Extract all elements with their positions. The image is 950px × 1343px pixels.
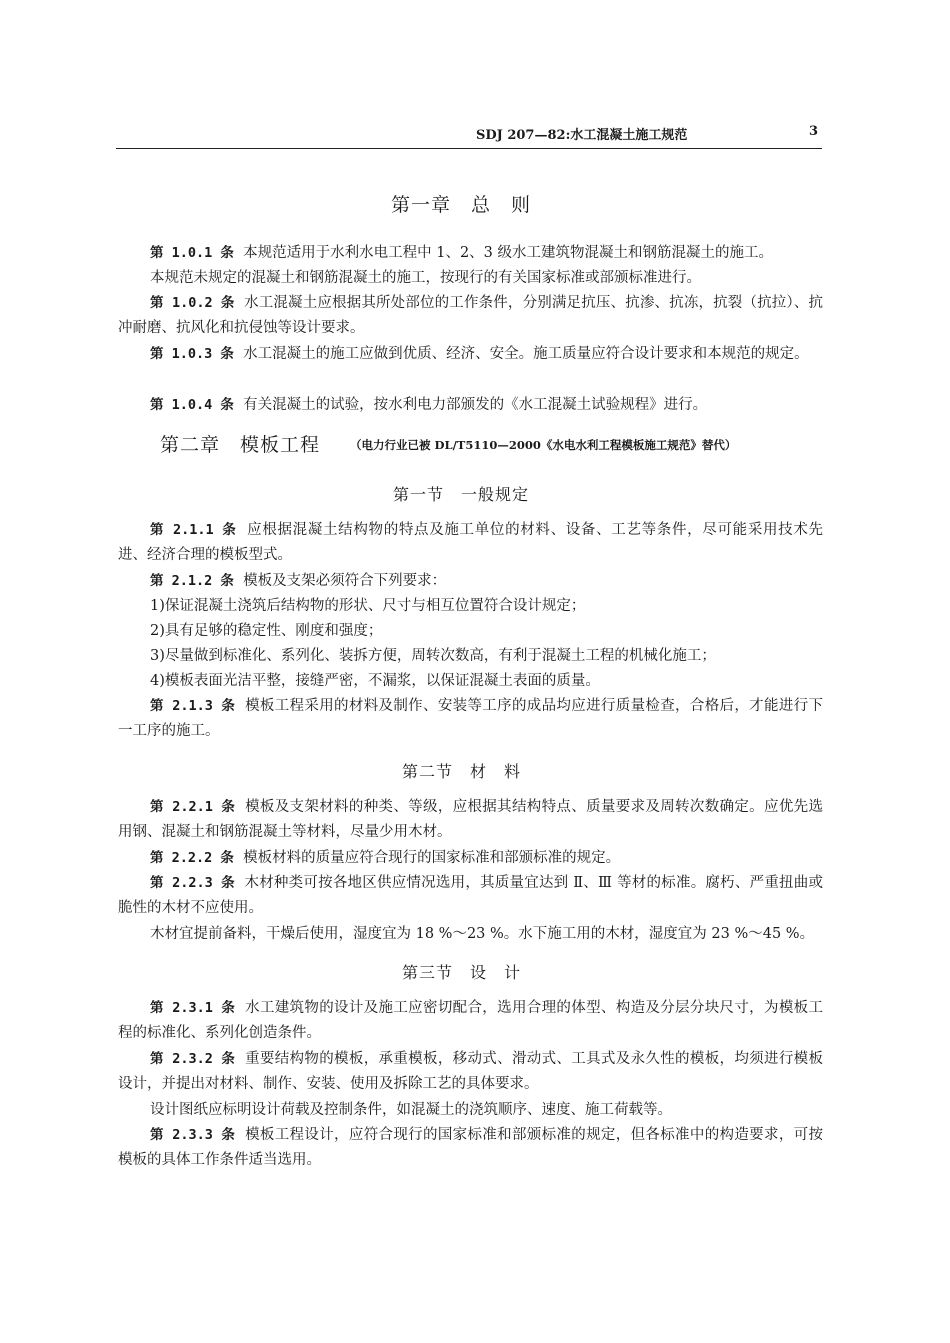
paragraph-text: 木材宜提前备料，干燥后使用，湿度宜为 18 %～23 %。水下施工用的木材，湿度宜为 23 %～45 %。 [150,926,815,942]
clause-2-2-1 [118,795,823,846]
clause-text: 模板材料的质量应符合现行的国家标准和部颁标准的规定。 [243,850,621,866]
clause-1-0-3 [118,342,823,367]
clause-number: 第 2.2.1 条 [150,799,236,815]
clause-2-1-2 [118,569,823,594]
list-item-text: 1)保证混凝土浇筑后结构物的形状、尺寸与相互位置符合设计规定； [150,598,586,614]
clause-2-2-2 [118,846,823,871]
list-item-text: 2)具有足够的稳定性、刚度和强度； [150,623,383,639]
clause-text: 本规范适用于水利水电工程中 1、2、3 级水工建筑物混凝土和钢筋混凝土的施工。 [243,245,774,261]
clause-text: 重要结构物的模板，承重模板，移动式、滑动式、工具式及永久性的模板，均须进行模板设计，并提出对材料、制作、安装、使用及拆除工艺的具体要求。 [118,1051,823,1093]
clause-text: 有关混凝土的试验，按水利电力部颁发的《水工混凝土试验规程》进行。 [243,397,708,413]
clause-1-0-2 [118,291,823,342]
clause-number: 第 2.2.3 条 [150,875,235,891]
paragraph [118,922,823,947]
clause-text: 水工混凝土的施工应做到优质、经济、安全。施工质量应符合设计要求和本规范的规定。 [243,346,809,362]
clause-number: 第 2.3.2 条 [150,1051,236,1067]
clause-number: 第 2.1.3 条 [150,698,236,714]
clause-number: 第 2.3.1 条 [150,1000,236,1016]
clause-2-1-1 [118,518,823,569]
clause-text: 木材种类可按各地区供应情况选用，其质量宜达到 Ⅱ、Ⅲ 等材的标准。腐朽、严重扭曲或脆性的木材不应使用。 [118,875,823,917]
clause-text: 水工建筑物的设计及施工应密切配合，选用合理的体型、构造及分层分块尺寸，为模板工程的标准化、系列化创造条件。 [118,1000,823,1042]
list-item [118,594,823,619]
section-2-title: 第二节 材 料 [402,762,522,781]
list-item-text: 3)尽量做到标准化、系列化、装拆方便，周转次数高，有利于混凝土工程的机械化施工； [150,648,716,664]
clause-number: 第 2.3.3 条 [150,1127,236,1143]
chapter-2-heading [160,430,736,457]
clause-2-1-3 [118,694,823,745]
clause-number: 第 2.1.1 条 [150,522,237,538]
clause-text: 水工混凝土应根据其所处部位的工作条件，分别满足抗压、抗渗、抗冻，抗裂（抗拉）、抗冲耐磨、抗风化和抗侵蚀等设计要求。 [118,295,823,337]
running-header [116,122,822,149]
paragraph-text: 设计图纸应标明设计荷载及控制条件，如混凝土的浇筑顺序、速度、施工荷载等。 [150,1102,672,1118]
paragraph [118,266,823,291]
clause-number: 第 1.0.3 条 [150,346,234,362]
clause-2-3-1 [118,996,823,1047]
clause-number: 第 1.0.1 条 [150,245,234,261]
clause-text: 模板及支架材料的种类、等级，应根据其结构特点、质量要求及周转次数确定。应优先选用钢、混凝土和钢筋混凝土等材料，尽量少用木材。 [118,799,823,841]
chapter-1-title: 第一章 总 则 [391,194,532,216]
list-item [118,619,823,644]
clause-2-3-2 [118,1047,823,1098]
clause-1-0-1 [118,241,823,266]
clause-text: 应根据混凝土结构物的特点及施工单位的材料、设备、工艺等条件，尽可能采用技术先进、经济合理的模板型式。 [118,522,823,564]
clause-text: 模板及支架必须符合下列要求： [243,573,447,589]
header-title: SDJ 207—82:水工混凝土施工规范 [476,128,688,143]
clause-2-2-3 [118,871,823,922]
clause-1-0-4 [118,393,823,418]
clause-number: 第 1.0.4 条 [150,397,234,413]
list-item-text: 4)模板表面光洁平整，接缝严密，不漏浆，以保证混凝土表面的质量。 [150,673,600,689]
clause-number: 第 2.2.2 条 [150,850,234,866]
list-item [118,669,823,694]
section-3-title: 第三节 设 计 [402,963,522,982]
clause-number: 第 1.0.2 条 [150,295,235,311]
clause-2-3-3 [118,1123,823,1174]
paragraph [118,1098,823,1123]
list-item [118,644,823,669]
paragraph-text: 本规范未规定的混凝土和钢筋混凝土的施工，按现行的有关国家标准或部颁标准进行。 [150,270,701,286]
chapter-2-note: （电力行业已被 DL/T5110—2000《水电水利工程模板施工规范》替代） [350,438,737,452]
clause-text: 模板工程采用的材料及制作、安装等工序的成品均应进行质量检查，合格后，才能进行下一工序的施工。 [118,698,823,740]
page-number: 3 [808,124,818,139]
chapter-2-title: 第二章 模板工程 [160,434,321,456]
section-1-title: 第一节 一般规定 [393,485,530,504]
clause-text: 模板工程设计，应符合现行的国家标准和部颁标准的规定，但各标准中的构造要求，可按模板的具体工作条件适当选用。 [118,1127,823,1169]
clause-number: 第 2.1.2 条 [150,573,234,589]
